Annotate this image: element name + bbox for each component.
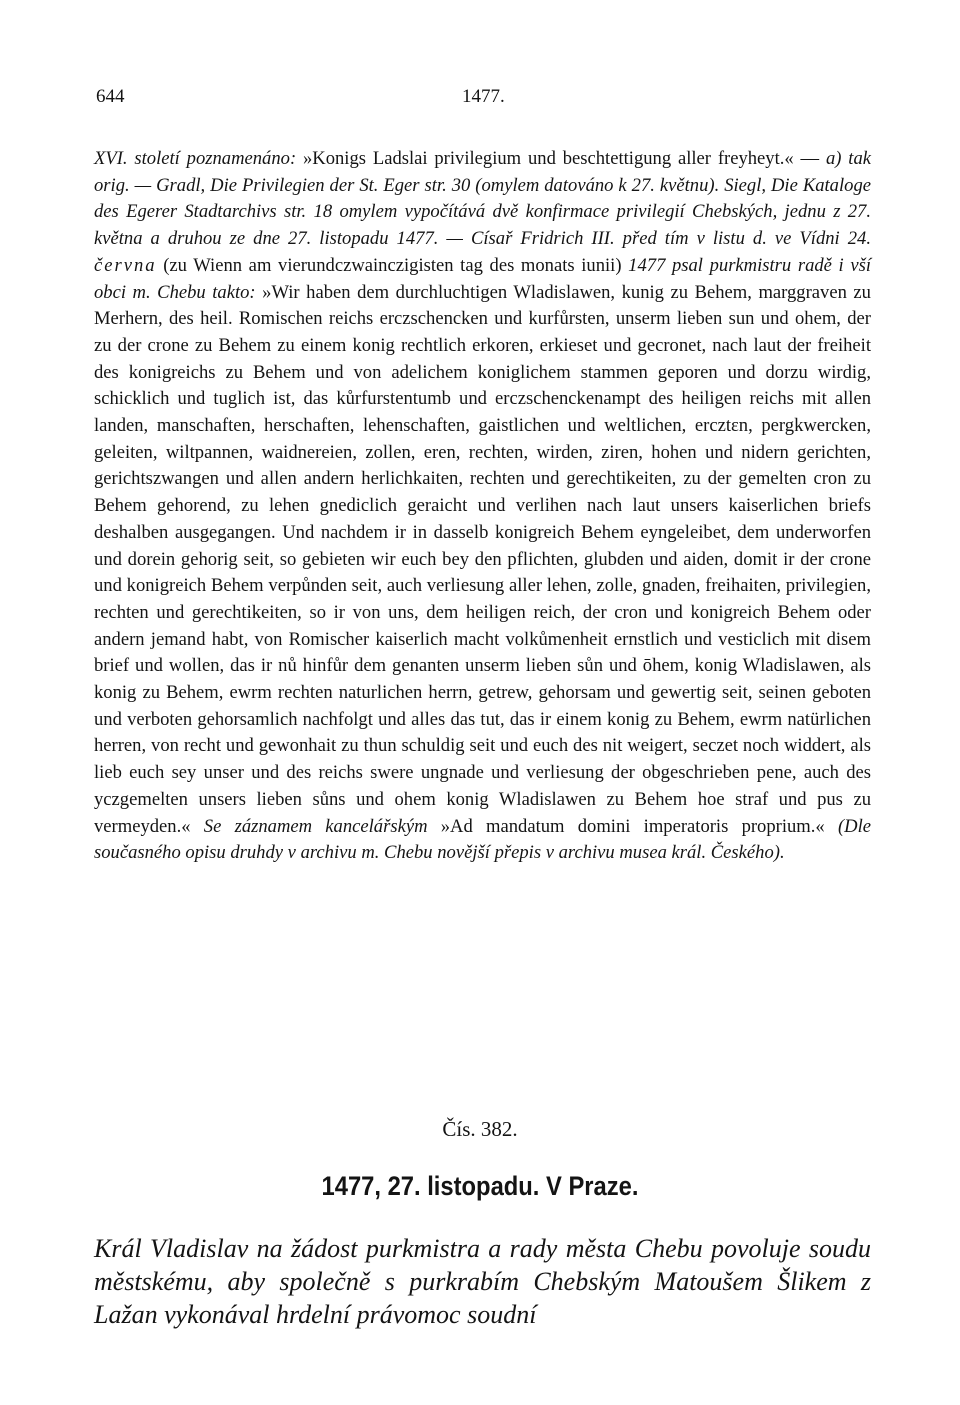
spaced-word: června: [94, 254, 157, 276]
document-number: Čís. 382.: [442, 1117, 518, 1141]
running-head-year: 1477.: [462, 86, 505, 107]
quoted-letter-text: »Wir haben dem durchluchtigen Wladislawen, kunig zu Behem, marggraven zu Merhern, des heil. Romischen reichs erczschencken und kurfůrsten, unserm lieben sun und ohem, der zu der crone zu Behem zu einem konig rechtlich erkoren, erkieset und gecronet, nach laut der freiheit des konigreichs zu Behem und von adelichem koniglichem stammen geporen und dorzu wirdig, schicklich und tuglich ist, das kůrfurstentumb und erczschenckenampt des heiligen reichs mit allen landen, manschaften, herschaften, lehenschaften, gaistlichen und weltlichen, ercztεn, pergkwercken, geleiten, wiltpannen, waidnereien, zollen, eren, rechten, wirden, ziren, hohen und nidern gerichten, gerichtszwangen und allen andern herlichkaiten, rechten und gerechtikeiten, zu der gemelten cron zu Behem gehorend, zu lehen gnediclich geraicht und verlihen nach laut unsers kaiserlichen briefs deshalben ausgegangen. Und nachdem ir in dasselb konigreich Behem eyngeleibet, dem underworfen und dorein gehorig seit, so gebieten wir euch bey den pflichten, glubden und aiden, domit ir der crone und konigreich Behem verpůnden seit, auch verliesung aller lehen, zolle, gnaden, freihaiten, privilegien, rechten und gerechtikeiten, so ir von uns, dem heiligen reich, der cron und konigreich Behem oder andern jemand habt, von Romischer kaiserlich macht volkůmenheit ernstlich und vesticlich mit disem brief und wollen, das ir nů hinfůr dem genanten unserm lieben sůn und ōhem, konig Wladislawen, als konig zu Behem, ewrm rechten naturlichen herrn, getrew, gehorsam und gewertig seit, seinen geboten und verboten gehorsamlich nachfolgt und alles das tut, das ir einem konig zu Behem, ewrm natürlichen herren, von recht und gewonhait zu thun schuldig seit und euch des nit weigert, seczet noch widdert, als lieb euch sey unser und des reichs swere ungnade und verliesung der obgeschrieben pene, auch des yczgemelten unsers lieben sůns und ohem konig Wladislawen zu Behem hoe straf und pus zu vermeyden.«: [94, 281, 871, 837]
document-regest: [94, 1232, 871, 1331]
italic-note: Se záznamem kancelářským: [203, 815, 441, 837]
german-date-text: (zu Wienn am vierundczwainczigisten tag des monats iunii): [156, 254, 629, 276]
italic-note: 1477 psal purkmistru radě i vší obci m. Chebu takto:: [94, 254, 871, 303]
document-date-place: 1477, 27. listopadu. V Praze.: [321, 1171, 639, 1201]
page-header: [96, 86, 871, 116]
body-paragraph: [94, 146, 871, 867]
regest-text: Král Vladislav na žádost purkmistra a rady města Chebu povoluje soudu městskému, aby společně s purkrabím Chebským Matoušem Šlikem z Lažan vykonával hrdelní právomoc soudní: [94, 1234, 871, 1329]
quoted-german-text: »Konigs Ladslai privilegium und beschtettigung aller freyheyt.« —: [302, 148, 826, 169]
source-note: (Dle současného opisu druhdy v archivu m. Chebu novější přepis v archivu musea král. Českého).: [94, 815, 872, 864]
chancery-note: »Ad mandatum domini imperatoris proprium.«: [440, 815, 838, 837]
footnote-text: [94, 146, 871, 867]
italic-note: XVI. století poznamenáno:: [94, 148, 303, 169]
italic-note: a) tak orig. — Gradl, Die Privilegien der St. Eger str. 30 (omylem datováno k 27. květnu). Siegl, Die Kataloge des Egerer Stadtarchivs str. 18 omylem vypočítává dvě konfirmace privilegií Chebských, jednu z 27. května a druhou ze dne 27. listopadu 1477. — Císař Fridrich III. před tím v listu d. ve Vídni 24.: [94, 148, 872, 250]
page-number: 644: [96, 86, 125, 107]
